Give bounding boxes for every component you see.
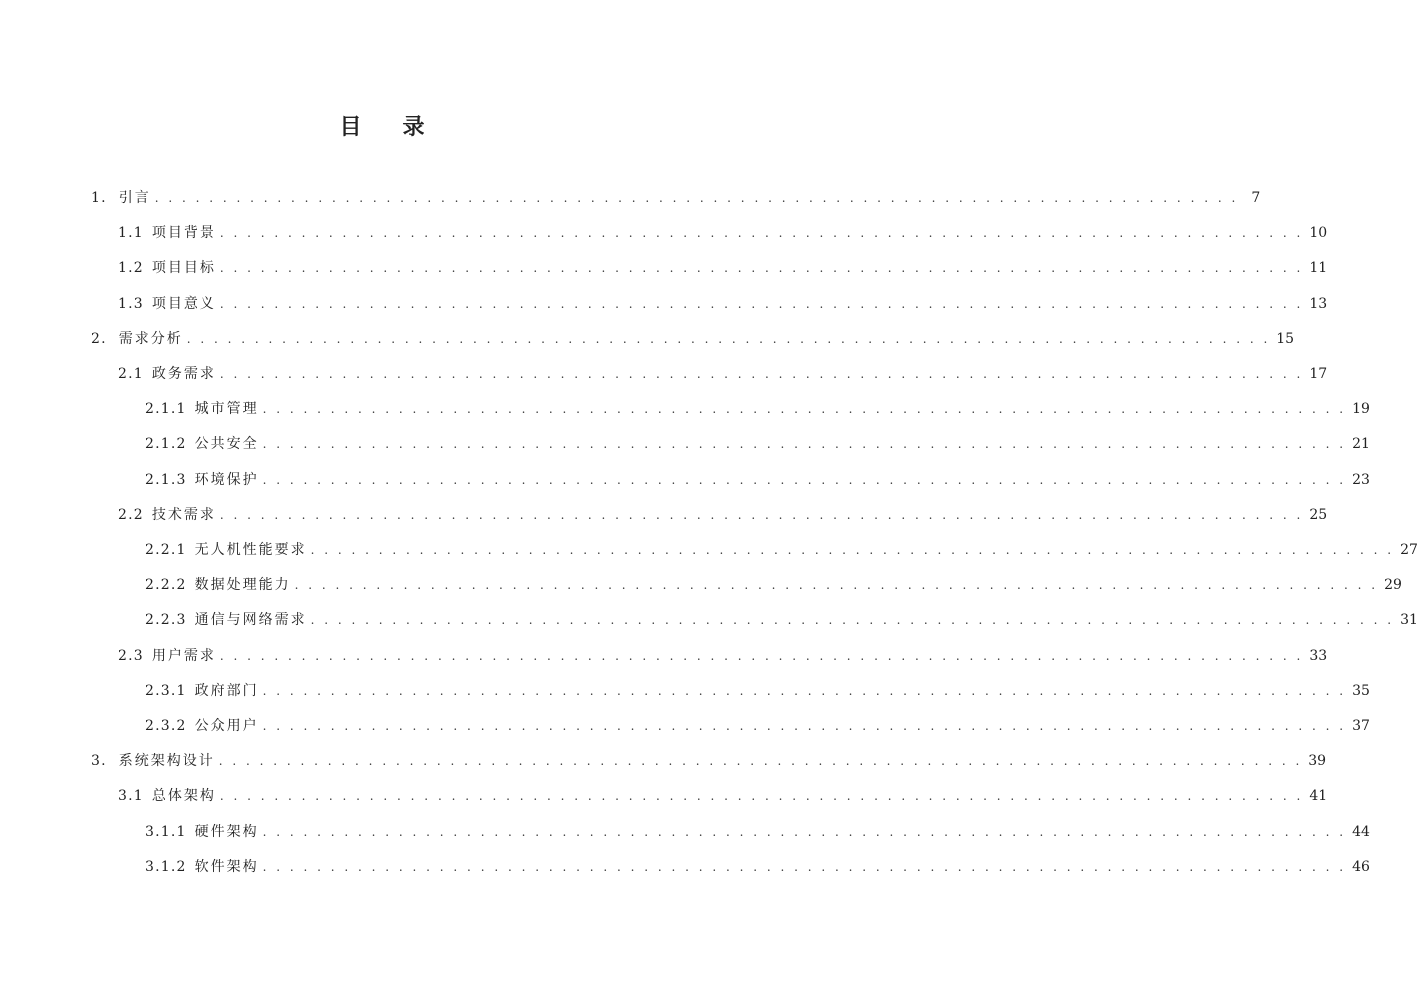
toc-page-number: 25	[1309, 506, 1328, 523]
toc-dot-leader: . . . . . . . . . . . . . . . . . . . . . . . . . . . . . . . . . . . . . . . . . . . . . . . . . . . . . . . . . . . . . . . . . . . . . . . . . . . . . . . .	[219, 648, 1304, 663]
toc-dot-leader: . . . . . . . . . . . . . . . . . . . . . . . . . . . . . . . . . . . . . . . . . . . . . . . . . . . . . . . . . . . . . . . . . . . . . . . . . . . . . . . .	[218, 754, 1303, 769]
toc-entry-title: 公共安全	[194, 436, 259, 453]
toc-entry-number: 1.1	[118, 225, 144, 242]
toc-dot-leader: . . . . . . . . . . . . . . . . . . . . . . . . . . . . . . . . . . . . . . . . . . . . . . . . . . . . . . . . . . . . . . . . . . . . . . . . . . . . . . . .	[219, 261, 1304, 276]
toc-entry[interactable]	[118, 644, 1328, 668]
toc-entry[interactable]	[145, 714, 1370, 738]
toc-entry-title: 政府部门	[194, 682, 259, 699]
toc-page-number: 41	[1309, 788, 1328, 805]
toc-dot-leader: . . . . . . . . . . . . . . . . . . . . . . . . . . . . . . . . . . . . . . . . . . . . . . . . . . . . . . . . . . . . . . . . . . . . . . . . . . . . . . . .	[262, 859, 1347, 874]
toc-entry-number: 1.3	[118, 295, 144, 312]
toc-entry-number: 2.3.1	[145, 682, 187, 699]
toc-dot-leader: . . . . . . . . . . . . . . . . . . . . . . . . . . . . . . . . . . . . . . . . . . . . . . . . . . . . . . . . . . . . . . . . . . . . . . . . . . . . . . . .	[262, 824, 1347, 839]
toc-entry-number: 2.2.2	[145, 577, 187, 594]
toc-entry-number: 2.1.3	[145, 471, 187, 488]
toc-entry-number: 2.2	[118, 506, 144, 523]
toc-page-number: 15	[1276, 330, 1295, 347]
toc-entry-title: 用户需求	[151, 647, 216, 664]
toc-dot-leader: . . . . . . . . . . . . . . . . . . . . . . . . . . . . . . . . . . . . . . . . . . . . . . . . . . . . . . . . . . . . . . . . . . . . . . . . . . . . . . . .	[262, 719, 1347, 733]
toc-entry-title: 政务需求	[151, 366, 216, 382]
toc-entry[interactable]	[118, 362, 1328, 386]
toc-entry[interactable]	[145, 608, 1418, 632]
toc-entry[interactable]	[118, 503, 1328, 527]
toc-page-number: 13	[1309, 295, 1328, 312]
toc-entry[interactable]	[91, 186, 1261, 210]
toc-page-number: 33	[1309, 647, 1328, 664]
toc-entry[interactable]	[145, 538, 1418, 562]
toc-entry-title: 城市管理	[194, 401, 259, 418]
toc-entry-title: 项目目标	[151, 260, 216, 277]
toc-entry[interactable]	[91, 749, 1327, 773]
toc-entry[interactable]	[145, 432, 1370, 456]
title-char-left: 目	[339, 115, 363, 140]
toc-page-number: 21	[1352, 436, 1370, 453]
toc-dot-leader: . . . . . . . . . . . . . . . . . . . . . . . . . . . . . . . . . . . . . . . . . . . . . . . . . . . . . . . . . . . . . . . . . . . . . . . . . . . . . . . .	[219, 789, 1304, 804]
toc-entry-title: 需求分析	[118, 330, 183, 347]
toc-entry-number: 1.	[91, 190, 107, 206]
toc-entry[interactable]	[145, 397, 1370, 421]
toc-entry[interactable]	[91, 327, 1295, 351]
toc-page-number: 27	[1400, 542, 1418, 558]
page-title	[0, 112, 765, 144]
toc-dot-leader: . . . . . . . . . . . . . . . . . . . . . . . . . . . . . . . . . . . . . . . . . . . . . . . . . . . . . . . . . . . . . . . . . . . . . . . . . . . . . . . .	[262, 683, 1347, 698]
toc-entry-number: 2.	[91, 330, 107, 347]
toc-entry-number: 2.2.3	[145, 612, 187, 629]
toc-entry-title: 项目背景	[151, 225, 216, 242]
toc-dot-leader: . . . . . . . . . . . . . . . . . . . . . . . . . . . . . . . . . . . . . . . . . . . . . . . . . . . . . . . . . . . . . . . . . . . . . . . . . . . . . . . .	[186, 331, 1271, 346]
toc-dot-leader: . . . . . . . . . . . . . . . . . . . . . . . . . . . . . . . . . . . . . . . . . . . . . . . . . . . . . . . . . . . . . . . . . . . . . . . . . . . . . . . .	[262, 437, 1347, 452]
toc-entry-title: 环境保护	[194, 471, 259, 488]
toc-entry-number: 1.2	[118, 260, 144, 277]
toc-entry-title: 通信与网络需求	[194, 612, 307, 629]
toc-entry-title: 引言	[118, 190, 151, 206]
toc-entry-title: 总体架构	[151, 788, 216, 805]
toc-entry-title: 技术需求	[151, 506, 216, 523]
toc-entry[interactable]	[145, 820, 1370, 844]
toc-entry-title: 无人机性能要求	[194, 542, 307, 558]
toc-page-number: 19	[1352, 401, 1370, 418]
toc-page-number: 17	[1309, 366, 1328, 382]
toc-page-number: 46	[1352, 858, 1370, 875]
toc-dot-leader: . . . . . . . . . . . . . . . . . . . . . . . . . . . . . . . . . . . . . . . . . . . . . . . . . . . . . . . . . . . . . . . . . . . . . . . . . . . . . . . .	[262, 402, 1347, 417]
toc-page-number: 11	[1309, 260, 1328, 277]
toc-entry[interactable]	[145, 468, 1370, 492]
toc-page-number: 37	[1352, 718, 1370, 734]
toc-entry-number: 3.1.1	[145, 823, 187, 840]
toc-dot-leader: . . . . . . . . . . . . . . . . . . . . . . . . . . . . . . . . . . . . . . . . . . . . . . . . . . . . . . . . . . . . . . . . . . . . . . . . . . . . . . . .	[310, 543, 1395, 557]
toc-dot-leader: . . . . . . . . . . . . . . . . . . . . . . . . . . . . . . . . . . . . . . . . . . . . . . . . . . . . . . . . . . . . . . . . . . . . . . . . . . . . . . . .	[262, 472, 1347, 487]
toc-dot-leader: . . . . . . . . . . . . . . . . . . . . . . . . . . . . . . . . . . . . . . . . . . . . . . . . . . . . . . . . . . . . . . . . . . . . . . . . . . . . . . . .	[219, 367, 1304, 381]
toc-entry[interactable]	[118, 292, 1328, 316]
toc-entry-title: 公众用户	[194, 718, 259, 734]
toc-page-number: 31	[1400, 612, 1418, 629]
toc-dot-leader: . . . . . . . . . . . . . . . . . . . . . . . . . . . . . . . . . . . . . . . . . . . . . . . . . . . . . . . . . . . . . . . . . . . . . . . . . . . . . . . .	[294, 578, 1379, 593]
toc-entry[interactable]	[118, 221, 1328, 245]
toc-page-number: 23	[1352, 471, 1370, 488]
toc-page-number: 35	[1352, 682, 1370, 699]
toc-page-number: 44	[1352, 823, 1370, 840]
toc-entry-title: 系统架构设计	[118, 753, 215, 770]
toc-entry-number: 2.3.2	[145, 718, 187, 734]
toc-dot-leader: . . . . . . . . . . . . . . . . . . . . . . . . . . . . . . . . . . . . . . . . . . . . . . . . . . . . . . . . . . . . . . . . . . . . . . . . . . . . . . . .	[219, 296, 1304, 311]
toc-entry-number: 3.1.2	[145, 858, 187, 875]
toc-page-number: 7	[1251, 190, 1261, 206]
toc-entry-title: 项目意义	[151, 295, 216, 312]
title-char-right: 录	[402, 115, 426, 140]
toc-dot-leader: . . . . . . . . . . . . . . . . . . . . . . . . . . . . . . . . . . . . . . . . . . . . . . . . . . . . . . . . . . . . . . . . . . . . . . . . . . . . . . . .	[154, 191, 1239, 205]
toc-entry-number: 2.2.1	[145, 542, 187, 558]
toc-entry[interactable]	[145, 573, 1402, 597]
toc-entry-number: 2.3	[118, 647, 144, 664]
toc-page-number: 10	[1309, 225, 1328, 242]
toc-entry-title: 数据处理能力	[194, 577, 291, 594]
toc-entry[interactable]	[118, 256, 1328, 280]
toc-entry[interactable]	[145, 679, 1370, 703]
toc-page-number: 29	[1384, 577, 1402, 594]
toc-entry[interactable]	[118, 784, 1328, 808]
toc-entry-number: 3.	[91, 753, 107, 770]
toc-page-number: 39	[1308, 753, 1327, 770]
toc-entry[interactable]	[145, 855, 1370, 879]
toc-entry-title: 软件架构	[194, 858, 259, 875]
toc-dot-leader: . . . . . . . . . . . . . . . . . . . . . . . . . . . . . . . . . . . . . . . . . . . . . . . . . . . . . . . . . . . . . . . . . . . . . . . . . . . . . . . .	[310, 613, 1395, 628]
toc-dot-leader: . . . . . . . . . . . . . . . . . . . . . . . . . . . . . . . . . . . . . . . . . . . . . . . . . . . . . . . . . . . . . . . . . . . . . . . . . . . . . . . .	[219, 507, 1304, 522]
toc-dot-leader: . . . . . . . . . . . . . . . . . . . . . . . . . . . . . . . . . . . . . . . . . . . . . . . . . . . . . . . . . . . . . . . . . . . . . . . . . . . . . . . .	[219, 226, 1304, 241]
toc-entry-number: 2.1.1	[145, 401, 187, 418]
toc-entry-number: 2.1.2	[145, 436, 187, 453]
toc-entry-number: 2.1	[118, 366, 144, 382]
toc-entry-title: 硬件架构	[194, 823, 259, 840]
toc-entry-number: 3.1	[118, 788, 144, 805]
